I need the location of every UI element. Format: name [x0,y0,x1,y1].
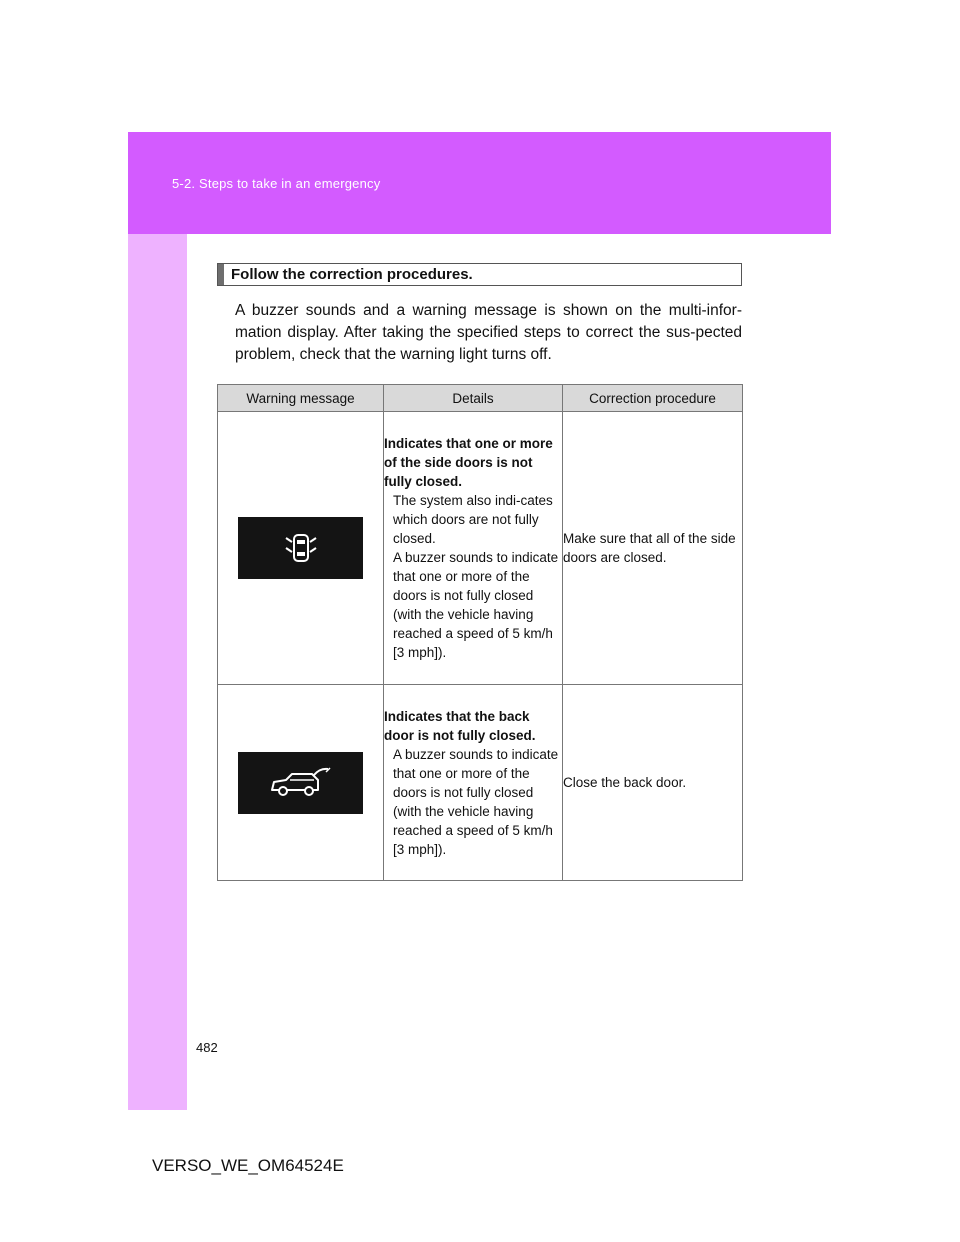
header-correction-procedure: Correction procedure [563,385,743,412]
back-door-open-icon [238,752,363,814]
warning-message-cell [218,412,384,685]
table-row [218,412,743,685]
correction-cell: Close the back door. [563,685,743,881]
breadcrumb: 5-2. Steps to take in an emergency [172,176,381,191]
side-door-open-icon [238,517,363,579]
details-title: Indicates that one or more of the side doors is not fully closed. [384,436,553,489]
section-heading [217,263,742,286]
header-details: Details [384,385,563,412]
details-text: A buzzer sounds to indicate that one or more of the doors is not fully closed (with the vehicle having reached a speed of 5 km/h [3 mph]). [393,550,559,660]
warning-message-cell [218,685,384,881]
details-cell [384,412,563,685]
document-code: VERSO_WE_OM64524E [152,1156,344,1175]
heading-bar [218,264,224,285]
page-number: 482 [196,1040,218,1055]
details-cell [384,685,563,881]
warning-table [217,384,743,881]
table-row [218,685,743,881]
details-text: A buzzer sounds to indicate that one or more of the doors is not fully closed (with the vehicle having reached a speed of 5 km/h [3 mph]). [393,746,559,857]
table-header-row [218,385,743,412]
section-heading-text: Follow the correction procedures. [231,266,473,283]
side-strip [128,234,187,1110]
header-warning-message: Warning message [218,385,384,412]
details-title: Indicates that the back door is not fully closed. [384,708,536,743]
correction-cell: Make sure that all of the side doors are closed. [563,412,743,685]
details-text: The system also indi-cates which doors are not fully closed. [393,493,553,546]
intro-paragraph: A buzzer sounds and a warning message is shown on the multi-infor-mation display. After taking the specified steps to correct the sus-pected problem, check that the warning light turns off. [235,302,742,363]
